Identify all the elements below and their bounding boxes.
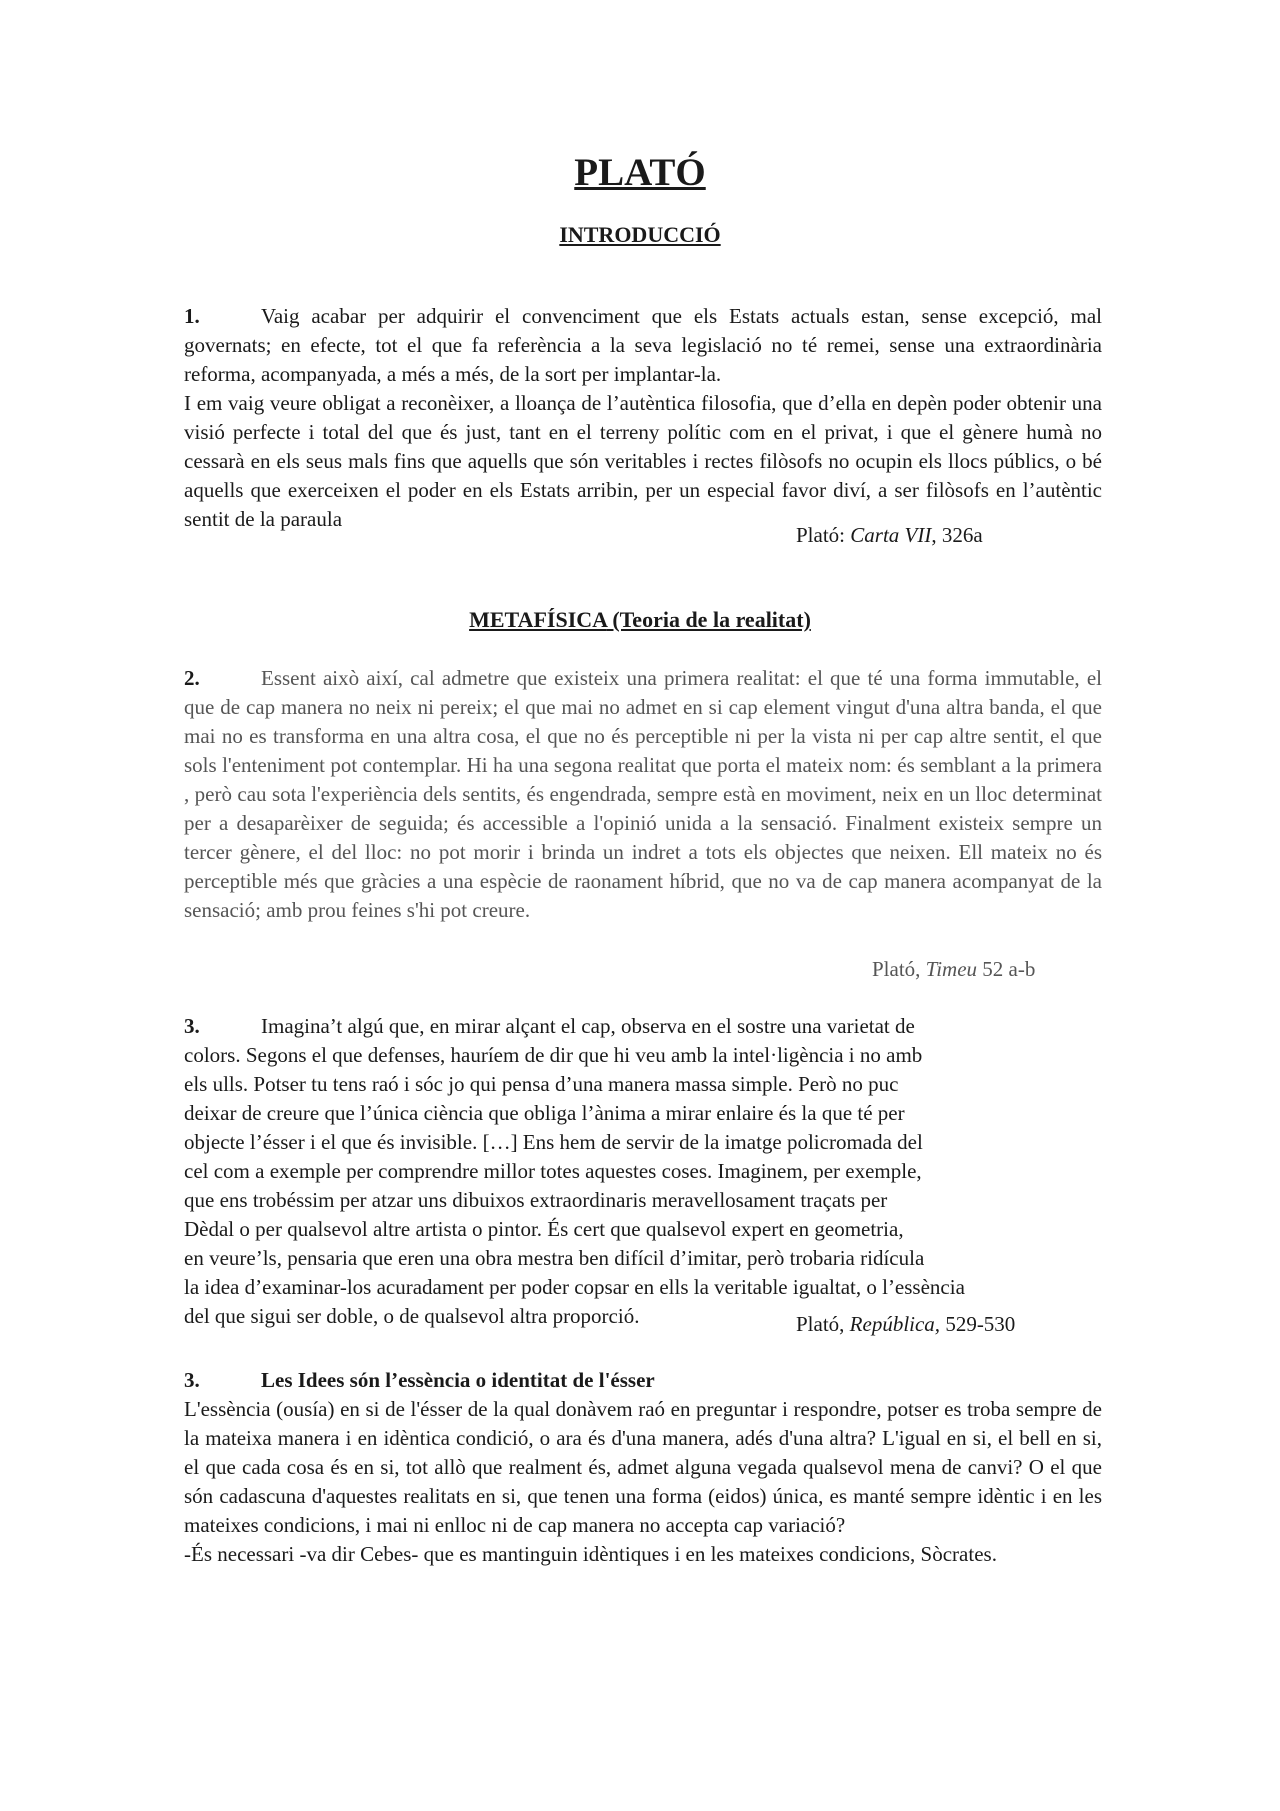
section-4-number: 3. bbox=[184, 1368, 200, 1392]
citation-reference: 52 a-b bbox=[977, 957, 1036, 981]
intro-heading-text: INTRODUCCIÓ bbox=[559, 222, 721, 247]
section-4-paragraph-1: L'essència (ousía) en si de l'ésser de la qual donàvem raó en preguntar i respondre, potser es troba sempre de la mateixa manera i en idèntica condició, o ara és d'una manera, adés d'una altra? L'igual en si, el bell en si, el que cada cosa és en si, tot allò que realment és, admet alguna vegada qualsevol mena de canvi? O el que són cadascuna d'aquestes realitats en si, que tenen una forma (eidos) única, es manté sempre idèntic i en les mateixes condicions, i mai ni enlloc ni de cap manera no accepta cap variació? bbox=[184, 1397, 1102, 1537]
metaphysics-heading bbox=[0, 607, 1280, 633]
citation-work: República, bbox=[849, 1312, 941, 1336]
section-3-citation bbox=[796, 1312, 1015, 1337]
metaphysics-heading-subtitle: (Teoria de la realitat) bbox=[606, 607, 811, 632]
section-4 bbox=[184, 1366, 1102, 1569]
section-1 bbox=[184, 302, 1102, 534]
section-4-heading: Les Idees són l’essència o identitat de l'ésser bbox=[261, 1368, 655, 1392]
section-3-line: Imagina’t algú que, en mirar alçant el cap, observa en el sostre una varietat de bbox=[261, 1014, 915, 1038]
section-3-line: colors. Segons el que defenses, hauríem de dir que hi veu amb la intel·ligència i no amb bbox=[184, 1043, 923, 1067]
intro-heading bbox=[0, 222, 1280, 248]
section-3 bbox=[184, 1012, 1084, 1331]
section-3-line: la idea d’examinar-los acuradament per poder copsar en ells la veritable igualtat, o l’essència bbox=[184, 1275, 965, 1299]
citation-work: Carta VII bbox=[850, 523, 932, 547]
citation-author: Plató, bbox=[796, 1312, 850, 1336]
citation-reference: , 326a bbox=[931, 523, 983, 547]
section-3-line: en veure’ls, pensaria que eren una obra mestra ben difícil d’imitar, però trobaria ridícula bbox=[184, 1246, 925, 1270]
section-3-line: cel com a exemple per comprendre millor totes aquestes coses. Imaginem, per exemple, bbox=[184, 1159, 922, 1183]
section-3-number: 3. bbox=[184, 1014, 200, 1038]
section-1-number: 1. bbox=[184, 304, 200, 328]
page-title: PLATÓ bbox=[574, 151, 706, 194]
section-2-text: Essent això així, cal admetre que existeix una primera realitat: el que té una forma immutable, el que de cap manera no neix ni pereix; el que mai no admet en si cap element vingut d'una altra banda, el que mai no es transforma en una altra cosa, el que no és perceptible ni per la vista ni per cap altre sentit, el que sols l'enteniment pot contemplar. Hi ha una segona realitat que porta el mateix nom: és semblant a la primera , però cau sota l'experiència dels sentits, és engendrada, sempre està en moviment, neix en un lloc determinat per a desaparèixer de seguida; és accessible a l'opinió unida a la sensació. Finalment existeix sempre un tercer gènere, el del lloc: no pot morir i brinda un indret a tots els objectes que neixen. Ell mateix no és perceptible més que gràcies a una espècie de raonament híbrid, que no va de cap manera acompanyat de la sensació; amb prou feines s'hi pot creure. bbox=[184, 666, 1102, 922]
section-3-line: del que sigui ser doble, o de qualsevol altra proporció. bbox=[184, 1304, 640, 1328]
section-2-citation bbox=[872, 957, 1035, 982]
section-1-paragraph-2: I em vaig veure obligat a reconèixer, a lloança de l’autèntica filosofia, que d’ella en depèn poder obtenir una visió perfecte i total del que és just, tant en el terreny polític com en el privat, i que el gènere humà no cessarà en els seus mals fins que aquells que són veritables i rectes filòsofs no ocupin els llocs públics, o bé aquells que exerceixen el poder en els Estats arribin, per un especial favor diví, a ser filòsofs en l’autèntic sentit de la paraula bbox=[184, 391, 1102, 531]
section-2 bbox=[184, 664, 1102, 925]
section-3-line: els ulls. Potser tu tens raó i sóc jo qui pensa d’una manera massa simple. Però no puc bbox=[184, 1072, 899, 1096]
section-3-line: Dèdal o per qualsevol altre artista o pintor. És cert que qualsevol expert en geometria, bbox=[184, 1217, 904, 1241]
section-3-line: que ens trobéssim per atzar uns dibuixos extraordinaris meravellosament traçats per bbox=[184, 1188, 888, 1212]
citation-author: Plató, bbox=[872, 957, 926, 981]
citation-reference: 529-530 bbox=[940, 1312, 1016, 1336]
section-4-paragraph-2: -És necessari -va dir Cebes- que es mantinguin idèntiques i en les mateixes condicions, Sòcrates. bbox=[184, 1542, 997, 1566]
section-3-line: deixar de creure que l’única ciència que obliga l’ànima a mirar enlaire és la que té per bbox=[184, 1101, 905, 1125]
section-1-paragraph-1: Vaig acabar per adquirir el convenciment que els Estats actuals estan, sense excepció, mal governats; en efecte, tot el que fa referència a la seva legislació no té remei, sense una extraordinària reforma, acompanyada, a més a més, de la sort per implantar-la. bbox=[184, 304, 1102, 386]
section-1-citation bbox=[796, 523, 983, 548]
section-3-line: objecte l’ésser i el que és invisible. […] Ens hem de servir de la imatge policromada del bbox=[184, 1130, 923, 1154]
citation-author: Plató: bbox=[796, 523, 851, 547]
citation-work: Timeu bbox=[925, 957, 978, 981]
metaphysics-heading-bold: METAFÍSICA bbox=[469, 607, 607, 632]
section-2-number: 2. bbox=[184, 666, 200, 690]
